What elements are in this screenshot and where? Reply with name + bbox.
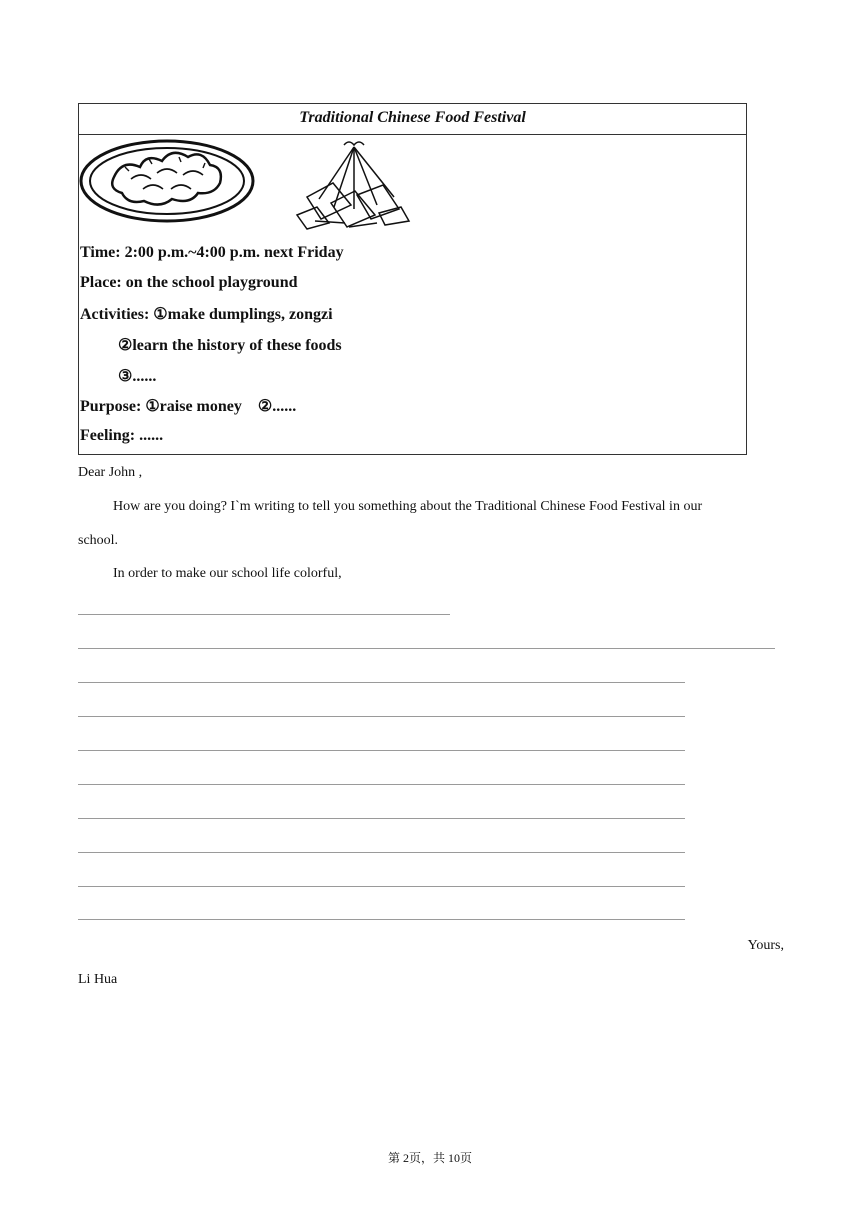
- letter-para1-line2: school.: [78, 533, 119, 548]
- poster-activities: Activities: ①make dumplings, zongzi: [80, 306, 333, 323]
- poster-activity-3: ③......: [118, 368, 157, 385]
- letter-greeting: Dear John ,: [78, 465, 143, 480]
- letter-para2: In order to make our school life colorful,: [113, 566, 342, 581]
- poster-place: Place: on the school playground: [80, 274, 298, 291]
- letter-closing: Yours,: [747, 938, 784, 953]
- letter-para1-line1: How are you doing? I`m writing to tell you something about the Traditional Chinese Food Festival in our: [113, 499, 703, 514]
- writing-line: [78, 818, 685, 819]
- writing-line: [78, 682, 685, 683]
- poster-activity-2: ②learn the history of these foods: [118, 337, 342, 354]
- festival-poster: [78, 103, 747, 455]
- writing-line: [78, 852, 685, 853]
- writing-line: [78, 919, 685, 920]
- poster-title: Traditional Chinese Food Festival: [79, 104, 746, 135]
- zongzi-icon: [297, 142, 409, 229]
- writing-line: [78, 784, 685, 785]
- page-number: 第 2页，共 10页: [387, 1151, 472, 1165]
- letter-signature: Li Hua: [78, 972, 118, 987]
- writing-line: [78, 614, 450, 615]
- writing-line: [78, 750, 685, 751]
- writing-line: [78, 886, 685, 887]
- poster-feeling: Feeling: ......: [80, 427, 164, 444]
- poster-time: Time: 2:00 p.m.~4:00 p.m. next Friday: [80, 244, 344, 261]
- poster-images: [79, 137, 479, 237]
- writing-line: [78, 648, 775, 649]
- dumplings-plate-icon: [81, 141, 253, 221]
- poster-purpose: Purpose: ①raise money ②......: [80, 398, 297, 415]
- writing-line: [78, 716, 685, 717]
